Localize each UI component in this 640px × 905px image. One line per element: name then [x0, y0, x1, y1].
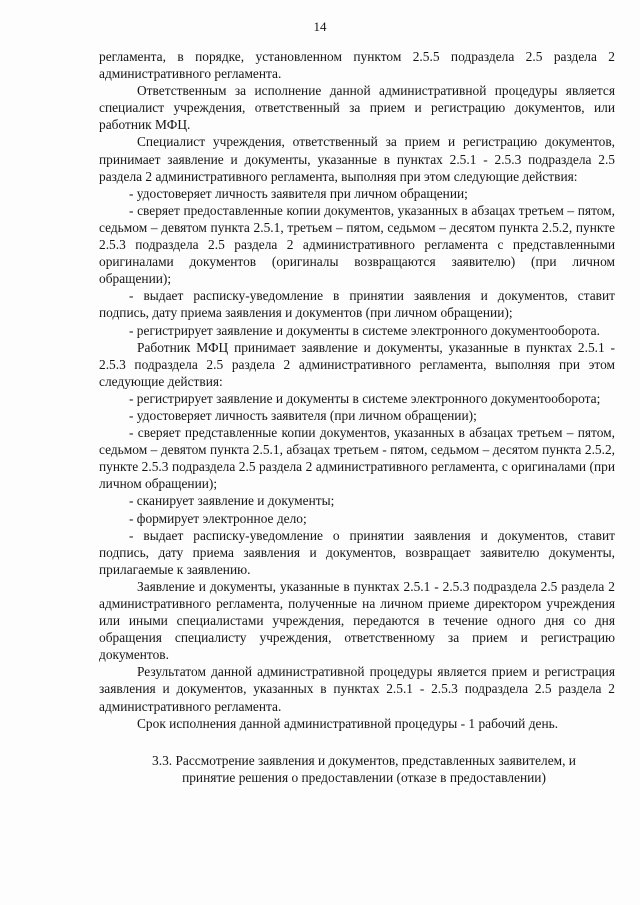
paragraph: Ответственным за исполнение данной административной процедуры является специалист учреждения, ответственный за прием и регистрацию документов, или работник МФЦ.	[99, 83, 615, 133]
list-item: - выдает расписку-уведомление в принятии заявления и документов, ставит подпись, дату приема заявления и документов (при личном обращении);	[99, 288, 615, 321]
paragraph: регламента, в порядке, установленном пунктом 2.5.5 подраздела 2.5 раздела 2 административного регламента.	[99, 49, 615, 82]
list-item: - удостоверяет личность заявителя при личном обращении;	[129, 185, 468, 201]
paragraph: Срок исполнения данной административной процедуры - 1 рабочий день.	[137, 715, 559, 731]
list-item: - сверяет представленные копии документов, указанных в абзацах третьем – пятом, седьмом – девятом пункта 2.5.1, абзацах третьем - пятом, седьмом – десятом пункта 2.5.2, пункте 2.5.3 подраздела 2.5 раздела 2 административного регламента, с оригиналами (при личном обращении);	[99, 425, 615, 492]
paragraph: Результатом данной административной процедуры является прием и регистрация заявления и документов, указанных в пунктах 2.5.1 - 2.5.3 подраздела 2.5 раздела 2 административного регламента.	[99, 664, 615, 714]
paragraph: Специалист учреждения, ответственный за прием и регистрацию документов, принимает заявление и документы, указанные в пунктах 2.5.1 - 2.5.3 подраздела 2.5 раздела 2 административного регламента, выполняя при этом следующие действия:	[99, 134, 615, 184]
body-text	[99, 48, 615, 786]
section-heading-line: принятие решения о предоставлении (отказе в предоставлении)	[182, 769, 546, 785]
paragraph: Работник МФЦ принимает заявление и документы, указанные в пунктах 2.5.1 - 2.5.3 подраздела 2.5 раздела 2 административного регламента, выполняя при этом следующие действия:	[99, 339, 615, 389]
paragraph: Заявление и документы, указанные в пунктах 2.5.1 - 2.5.3 подраздела 2.5 раздела 2 административного регламента, полученные на личном приеме директором учреждения или иными специалистами учреждения, передаются в течение одного дня со дня обращения специалисту учреждения, ответственному за прием и регистрацию документов.	[99, 578, 615, 663]
list-item: - удостоверяет личность заявителя (при личном обращении);	[129, 407, 477, 423]
section-heading-line: 3.3. Рассмотрение заявления и документов, представленных заявителем, и	[152, 752, 576, 768]
list-item: - регистрирует заявление и документы в системе электронного документооборота;	[129, 390, 601, 406]
spacer	[99, 732, 615, 752]
page-number: 14	[313, 19, 327, 34]
list-item: - регистрирует заявление и документы в системе электронного документооборота.	[129, 322, 600, 338]
list-item: - формирует электронное дело;	[129, 510, 307, 526]
list-item: - сверяет предоставленные копии документов, указанных в абзацах третьем – пятом, седьмом – девятом пункта 2.5.1, третьем – пятом, седьмом – десятом пункта 2.5.2, пункте 2.5.3 подраздела 2.5 раздела 2 административного регламента с представленными оригиналами документов (оригиналы возвращаются заявителю) (при личном обращении);	[99, 202, 615, 287]
list-item: - выдает расписку-уведомление о принятии заявления и документов, ставит подпись, дату приема заявления и документов, возвращает заявителю документы, прилагаемые к заявлению.	[99, 527, 615, 577]
list-item: - сканирует заявление и документы;	[129, 493, 335, 509]
